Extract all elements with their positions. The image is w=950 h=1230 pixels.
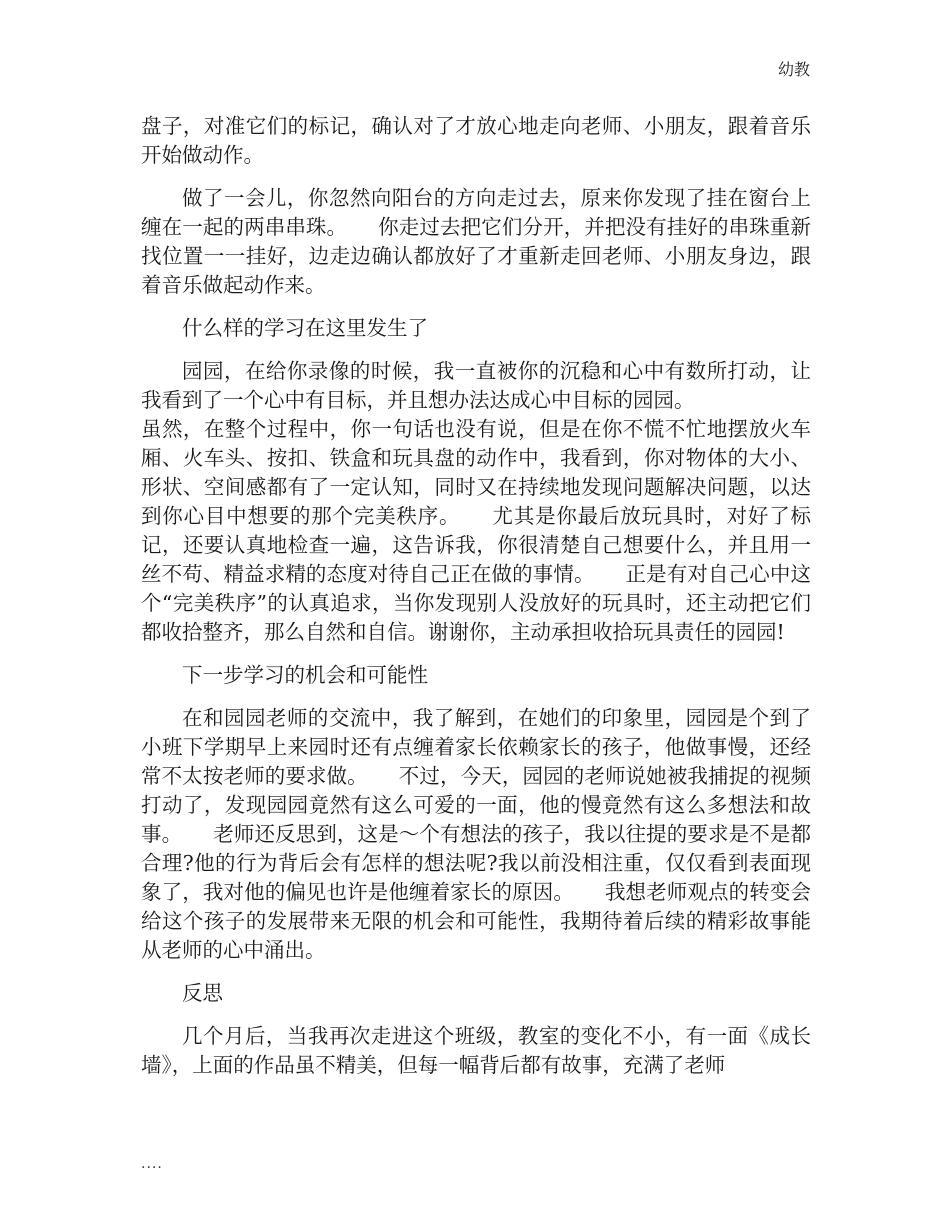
paragraph-teacher-exchange: 在和园园老师的交流中，我了解到，在她们的印象里，园园是个到了小班下学期早上来园时还有点缠着家长依赖家长的孩子，他做事慢，还经常不太按老师的要求做。 不过，今天，园园的老师说她被我捕捉的视频打动了，发现园园竟然有这么可爱的一面，他的慢竟然有这么多想法和故事。 老师还反思到，这是～个有想法的孩子，我以往提的要求是不是都合理?他的行为背后会有怎样的想法呢?我以前没相注重，仅仅看到表面现象了，我对他的偏见也许是他缠着家长的原因。 我想老师观点的转变会给这个孩子的发展带来无限的机会和可能性，我期待着后续的精彩故事能从老师的心中涌出。 (141, 706, 811, 962)
paragraph-yuanyuan-intro: 园园，在给你录像的时候，我一直被你的沉稳和心中有数所打动，让我看到了一个心中有目标，并且想办法达成心中目标的园园。 (141, 359, 811, 412)
section-heading-learning: 什么样的学习在这里发生了 (182, 316, 428, 340)
paragraph-plate-marks: 盘子，对准它们的标记，确认对了才放心地走向老师、小朋友，跟着音乐开始做动作。 (141, 114, 811, 167)
paragraph-perfect-order: 虽然，在整个过程中，你一句话也没有说，但是在你不慌不忙地摆放火车厢、火车头、按扣、铁盒和玩具盘的动作中，我看到，你对物体的大小、形状、空间感都有了一定认知，同时又在持续地发现问题解决问题，以达到你心目中想要的那个完美秩序。 尤其是你最后放玩具时，对好了标记，还要认真地检查一遍，这告诉我，你很清楚自己想要什么，并且用一丝不苟、精益求精的态度对待自己正在做的事情。 正是有对自己心中这个“完美秩序”的认真追求，当你发现别人没放好的玩具时，还主动把它们都收拾整齐，那么自然和自信。谢谢你，主动承担收拾玩具责任的园园! (141, 417, 811, 644)
page-header-label: 幼教 (777, 60, 810, 79)
section-heading-reflection: 反思 (182, 981, 223, 1005)
paragraph-growth-wall: 几个月后，当我再次走进这个班级，教室的变化不小，有一面《成长墙》，上面的作品虽不精美，但每一幅背后都有故事，充满了老师 (141, 1024, 811, 1077)
section-heading-next-steps: 下一步学习的机会和可能性 (182, 663, 428, 687)
paragraph-balcony-beads: 做了一会儿，你忽然向阳台的方向走过去，原来你发现了挂在窗台上缠在一起的两串串珠。 你走过去把它们分开，并把没有挂好的串珠重新找位置一一挂好，边走边确认都放好了才重新走回老师、小朋友身边，跟着音乐做起动作来。 (141, 186, 811, 297)
document-body (141, 112, 811, 1094)
page-footer-mark: .... (141, 1156, 163, 1172)
